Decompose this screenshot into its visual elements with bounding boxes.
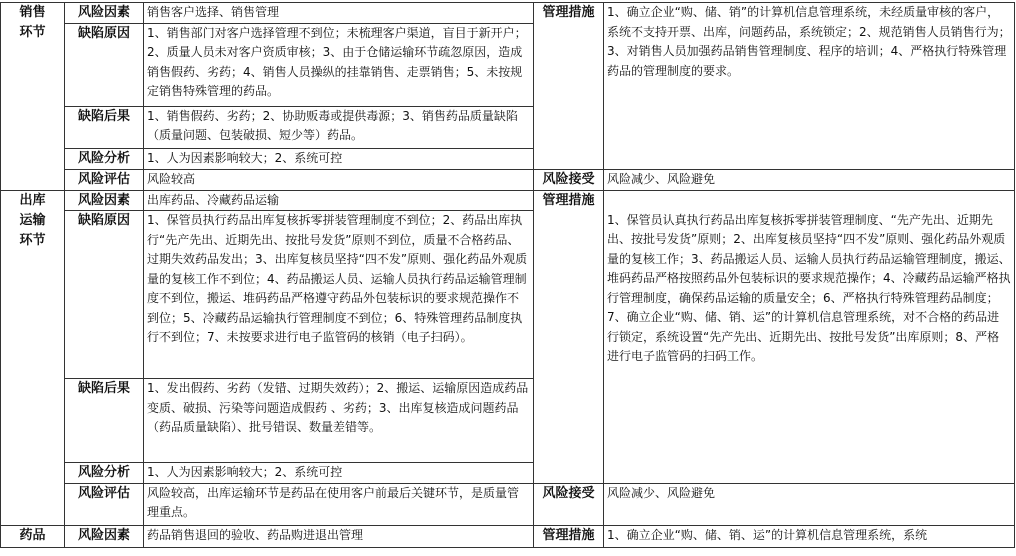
stage-returns: 药品 bbox=[1, 525, 65, 547]
cell-risk-accept: 风险减少、风险避免 bbox=[604, 169, 1015, 190]
label-risk-factor: 风险因素 bbox=[65, 3, 144, 24]
label-risk-factor: 风险因素 bbox=[65, 525, 144, 547]
cell-measures: 1、确立企业“购、储、销、运”的计算机信息管理系统，系统 bbox=[604, 525, 1015, 547]
label-defect-result: 缺陷后果 bbox=[65, 379, 144, 463]
stage-outbound: 出库运输环节 bbox=[1, 190, 65, 525]
cell-risk-factor: 销售客户选择、销售管理 bbox=[144, 3, 534, 24]
cell-risk-factor: 出库药品、冷藏药品运输 bbox=[144, 190, 534, 211]
cell-defect-result: 1、销售假药、劣药；2、协助贩毒或提供毒源；3、销售药品质量缺陷（质量问题、包装破损、短少等）药品。 bbox=[144, 106, 534, 148]
cell-risk-eval: 风险较高，出库运输环节是药品在使用客户前最后关键环节，是质量管理重点。 bbox=[144, 483, 534, 525]
label-risk-accept: 风险接受 bbox=[534, 483, 604, 525]
cell-risk-eval: 风险较高 bbox=[144, 169, 534, 190]
cell-defect-cause: 1、保管员执行药品出库复核拆零拼装管理制度不到位；2、药品出库执行“先产先出、近期先出、按批号发货”原则不到位，质量不合格药品、过期失效药品发出；3、出库复核员坚持“四不发”原则、强化药品外观质量的复核工作不到位；4、药品搬运人员、运输人员执行药品运输管理制度不到位，搬运、堆码药品严格遵守药品外包装标识的要求规范操作不到位；5、冷藏药品运输执行管理制度不到位；6、特殊管理药品制度执行不到位；7、未按要求进行电子监管码的核销（电子扫码）。 bbox=[144, 211, 534, 379]
label-risk-accept: 风险接受 bbox=[534, 169, 604, 190]
label-risk-factor: 风险因素 bbox=[65, 190, 144, 211]
cell-risk-analysis: 1、人为因素影响较大；2、系统可控 bbox=[144, 463, 534, 484]
cell-defect-cause: 1、销售部门对客户选择管理不到位；未梳理客户渠道，盲目于新开户；2、质量人员未对客户资质审核；3、由于仓储运输环节疏忽原因，造成销售假药、劣药；4、销售人员操纵的挂靠销售、走票销售；5、未按规定销售特殊管理的药品。 bbox=[144, 23, 534, 106]
cell-risk-analysis: 1、人为因素影响较大；2、系统可控 bbox=[144, 148, 534, 169]
label-risk-eval: 风险评估 bbox=[65, 483, 144, 525]
label-measures: 管理措施 bbox=[534, 3, 604, 170]
label-defect-result: 缺陷后果 bbox=[65, 106, 144, 148]
cell-risk-accept: 风险减少、风险避免 bbox=[604, 483, 1015, 525]
label-risk-analysis: 风险分析 bbox=[65, 463, 144, 484]
label-measures: 管理措施 bbox=[534, 525, 604, 547]
cell-measures: 1、保管员认真执行药品出库复核拆零拼装管理制度、“先产先出、近期先出、按批号发货”原则；2、出库复核员坚持“四不发”原则、强化药品外观质量的复核工作；3、药品搬运人员、运输人员执行药品运输管理制度，搬运、堆码药品严格按照药品外包装标识的要求规范操作；4、冷藏药品运输严格执行管理制度，确保药品运输的质量安全；6、严格执行特殊管理药品制度；7、确立企业“购、储、销、运”的计算机信息管理系统，对不合格的药品进行锁定，系统设置“先产先出、近期先出、按批号发货”出库原则；8、严格进行电子监管码的扫码工作。 bbox=[604, 190, 1015, 483]
label-measures: 管理措施 bbox=[534, 190, 604, 483]
label-defect-cause: 缺陷原因 bbox=[65, 211, 144, 379]
label-defect-cause: 缺陷原因 bbox=[65, 23, 144, 106]
label-risk-eval: 风险评估 bbox=[65, 169, 144, 190]
cell-risk-factor: 药品销售退回的验收、药品购进退出管理 bbox=[144, 525, 534, 547]
cell-defect-result: 1、发出假药、劣药（发错、过期失效药）；2、搬运、运输原因造成药品变质、破损、污染等问题造成假药 、劣药；3、出库复核造成问题药品（药品质量缺陷）、批号错误、数量差错等。 bbox=[144, 379, 534, 463]
risk-management-table bbox=[0, 2, 1015, 548]
stage-sales: 销售环节 bbox=[1, 3, 65, 191]
cell-measures: 1、确立企业“购、储、销”的计算机信息管理系统，未经质量审核的客户，系统不支持开票、出库，问题药品，系统锁定；2、规范销售人员销售行为；3、对销售人员加强药品销售管理制度、程序的培训；4、严格执行特殊管理药品的管理制度的要求。 bbox=[604, 3, 1015, 170]
label-risk-analysis: 风险分析 bbox=[65, 148, 144, 169]
